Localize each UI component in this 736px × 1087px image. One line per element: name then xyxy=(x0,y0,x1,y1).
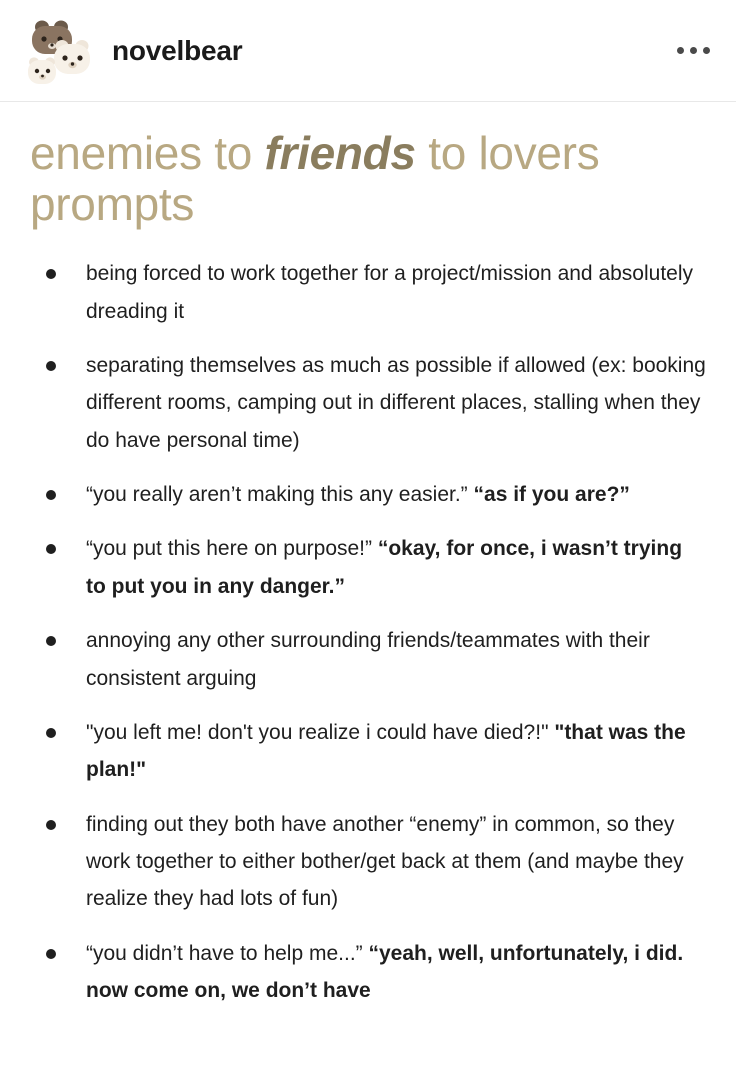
list-item xyxy=(30,255,706,330)
post-header xyxy=(0,0,736,102)
list-item xyxy=(30,347,706,459)
prompt-list xyxy=(30,255,706,1009)
list-item-text: “you put this here on purpose!” xyxy=(86,537,378,561)
meatball-dot xyxy=(677,47,684,54)
list-item-text: finding out they both have another “enemy” in common, so they work together to either bother/get back at them (and maybe they realize they had lots of fun) xyxy=(86,812,684,911)
list-item-text: annoying any other surrounding friends/teammates with their consistent arguing xyxy=(86,629,650,690)
list-item-text: "you left me! don't you realize i could have died?!" xyxy=(86,720,555,744)
list-item-bold-text: “okay, for once, i wasn’t trying to put you in any danger.” xyxy=(86,537,683,598)
avatar[interactable] xyxy=(24,18,90,84)
list-item-bold-text: "that was the plan!" xyxy=(86,720,686,782)
list-item-text: separating themselves as much as possible if allowed (ex: booking different rooms, camping out in different places, stalling when they do have personal time) xyxy=(86,353,706,452)
blog-name[interactable]: novelbear xyxy=(112,34,243,66)
list-item-bold-text: “yeah, well, unfortunately, i did. now come on, we don’t have xyxy=(86,941,684,1003)
list-item xyxy=(30,476,706,513)
list-item xyxy=(30,714,706,789)
title-emphasis: friends xyxy=(264,127,416,179)
title-part-2: to lovers prompts xyxy=(30,127,600,230)
page-title xyxy=(30,128,706,229)
meatball-dot xyxy=(690,47,697,54)
meatball-dot xyxy=(703,47,710,54)
list-item xyxy=(30,806,706,918)
post-body xyxy=(0,102,736,1010)
title-part-1: enemies to xyxy=(30,127,265,179)
list-item-bold-text: “as if you are?” xyxy=(473,483,630,507)
list-item xyxy=(30,935,706,1010)
list-item-text: being forced to work together for a project/mission and absolutely dreading it xyxy=(86,262,694,323)
list-item-text: “you didn’t have to help me...” xyxy=(86,941,369,965)
list-item xyxy=(30,622,706,697)
meatball-menu-icon[interactable] xyxy=(673,37,714,64)
bear-avatar-icon xyxy=(24,18,90,84)
list-item xyxy=(30,530,706,605)
list-item-text: “you really aren’t making this any easier.” xyxy=(86,483,474,507)
